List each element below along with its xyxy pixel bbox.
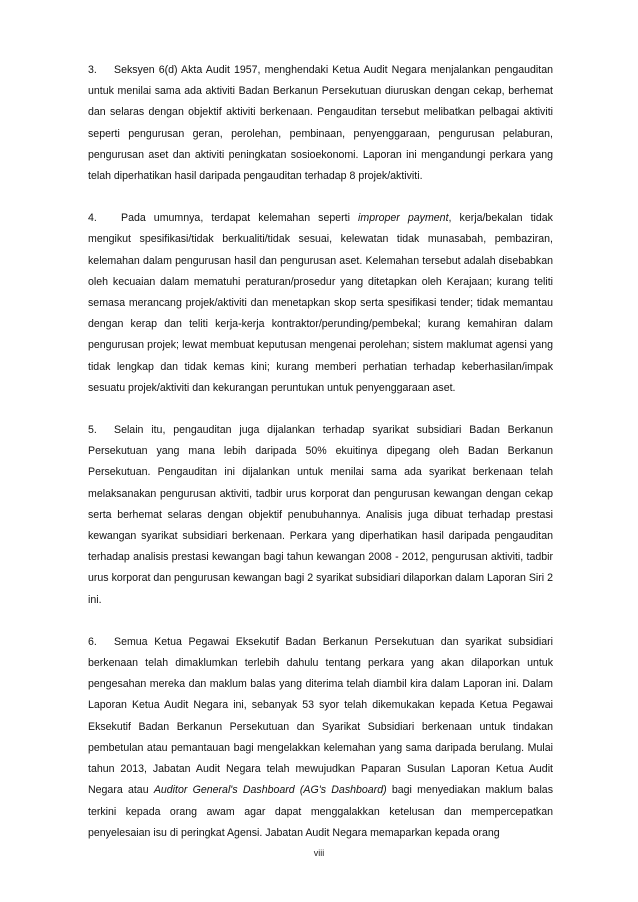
paragraph-text: Seksyen 6(d) Akta Audit 1957, menghendaki Ketua Audit Negara menjalankan pengauditan untuk menilai sama ada aktiviti Badan Berkanun Persekutuan diuruskan dengan cekap, berhemat dan selaras dengan objektif aktiviti berkenaan. Pengauditan tersebut melibatkan pelbagai aktiviti seperti pengurusan geran, perolehan, pembinaan, penyenggaraan, pengurusan pelaburan, pengurusan aset dan aktiviti peningkatan sosioekonomi. Laporan ini mengandungi perkara yang telah diperhatikan hasil daripada pengauditan terhadap 8 projek/aktiviti. [88,64,553,183]
paragraph-4 [88,208,553,399]
paragraph-5 [88,420,553,611]
paragraph-text: Semua Ketua Pegawai Eksekutif Badan Berkanun Persekutuan dan syarikat subsidiari berkenaan telah dimaklumkan terlebih dahulu tentang perkara yang akan dilaporkan untuk pengesahan mereka dan maklum balas yang diterima telah diambil kira dalam Laporan ini. Dalam Laporan Ketua Audit Negara ini, sebanyak 53 syor telah dikemukakan kepada Ketua Pegawai Eksekutif Badan Berkanun Persekutuan dan Syarikat Subsidiari berkenaan untuk tindakan pembetulan atau pemantauan bagi mengelakkan kelemahan yang sama daripada berulang. Mulai tahun 2013, Jabatan Audit Negara telah mewujudkan Paparan Susulan Laporan Ketua Audit Negara atau [88,635,553,797]
page-number: viii [313,848,325,858]
document-page [88,60,553,865]
paragraph-text: Pada umumnya, terdapat kelemahan seperti [121,212,359,225]
paragraph-text: Selain itu, pengauditan juga dijalankan terhadap syarikat subsidiari Badan Berkanun Persekutuan yang mana lebih daripada 50% ekuitinya dipegang oleh Badan Berkanun Persekutuan. Pengauditan ini dijalankan untuk menilai sama ada syarikat berkenaan telah melaksanakan pengurusan aktiviti, tadbir urus korporat dan pengurusan kewangan dengan cekap serta berhemat selaras dengan objektif penubuhannya. Analisis juga dibuat terhadap prestasi kewangan syarikat subsidiari berkenaan. Perkara yang diperhatikan hasil daripada pengauditan terhadap analisis prestasi kewangan bagi tahun kewangan 2008 - 2012, pengurusan aktiviti, tadbir urus korporat dan pengurusan kewangan bagi 2 syarikat subsidiari dilaporkan dalam Laporan Siri 2 ini. [88,424,553,606]
paragraph-number: 4. [88,212,97,225]
paragraph-text: , kerja/bekalan tidak mengikut spesifikasi/tidak berkualiti/tidak sesuai, kelewatan tidak munasabah, pembaziran, kelemahan dalam pengurusan hasil dan pengurusan aset. Kelemahan tersebut adalah disebabkan oleh kecuaian dalam mematuhi peraturan/prosedur yang ditetapkan oleh Kerajaan; kurang teliti semasa merancang projek/aktiviti dan menetapkan skop serta spesifikasi tender; tidak memantau dengan kerap dan teliti kerja-kerja kontraktor/perunding/pembekal; kurang kemahiran dalam pengurusan projek; lewat membuat keputusan mengenai perolehan; sistem maklumat agensi yang tidak lengkap dan tidak kemas kini; kurang memberi perhatian terhadap keberhasilan/impak sesuatu projek/aktiviti dan kekurangan peruntukan untuk penyenggaraan aset. [88,212,553,394]
paragraph-number: 3. [88,64,97,76]
italic-term: improper payment [358,212,449,225]
paragraph-6 [88,632,553,844]
paragraph-text: bagi menyediakan maklum balas terkini kepada orang awam agar dapat menggalakkan ketelusan dan mempercepatkan penyelesaian isu di peringkat Agensi. Jabatan Audit Negara memaparkan kepada orang [88,784,553,839]
italic-term: Auditor General's Dashboard (AG's Dashboard) [153,784,387,797]
paragraph-number: 6. [88,635,97,648]
paragraph-3 [88,60,553,187]
paragraph-number: 5. [88,424,97,437]
